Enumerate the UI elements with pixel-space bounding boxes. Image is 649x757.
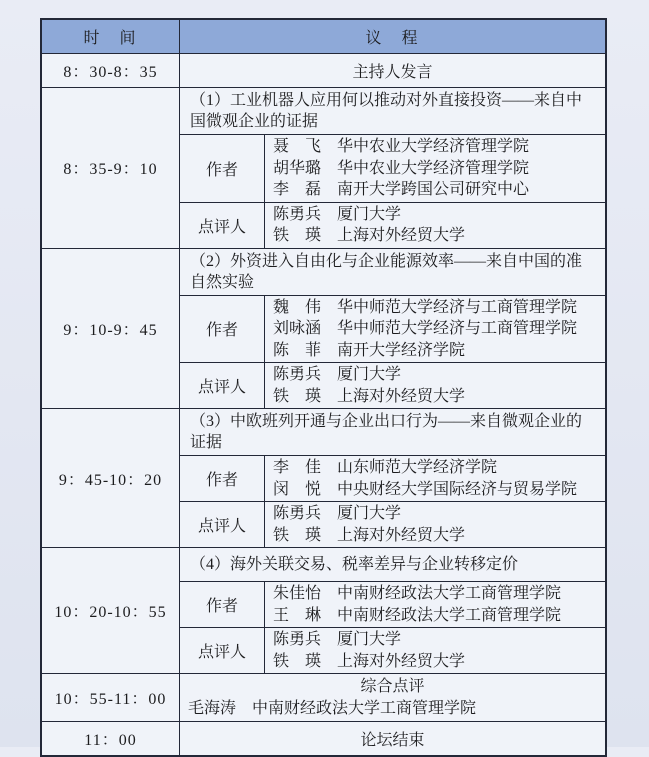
authors-subrow (180, 581, 605, 627)
discussants-subrow (180, 202, 605, 248)
session-title: （2）外资进入自由化与企业能源效率——来自中国的准自然实验 (190, 252, 583, 291)
author-affiliation: 中央财经大学国际经济与贸易学院 (337, 480, 578, 498)
discussants-subrow (180, 501, 605, 547)
session-time: 8：35-9：10 (42, 88, 180, 248)
author-name: 聂 飞 (273, 138, 322, 155)
session-row-4 (42, 547, 605, 673)
discussants-label: 点评人 (180, 502, 265, 547)
page (0, 18, 649, 747)
discussant-line (273, 225, 601, 247)
author-line (273, 583, 601, 605)
session-agenda (180, 249, 605, 409)
author-name: 闵 悦 (273, 480, 322, 498)
discussant-name: 铁 瑛 (273, 526, 322, 544)
opening-time: 8：30-8：35 (42, 54, 180, 87)
discussant-name: 陈勇兵 (273, 505, 322, 522)
closing-speaker-affiliation: 中南财经政法大学工商管理学院 (252, 699, 477, 717)
discussants-label: 点评人 (180, 628, 265, 673)
discussant-affiliation: 厦门大学 (337, 505, 402, 522)
session-title: （1）工业机器人应用何以推动对外直接投资——来自中国微观企业的证据 (190, 92, 583, 130)
authors-list (265, 296, 605, 363)
session-time: 9：45-10：20 (42, 409, 180, 547)
header-time: 时 间 (42, 20, 180, 53)
author-line (273, 340, 601, 362)
author-line (273, 318, 601, 340)
header-row (42, 20, 605, 53)
author-line (273, 605, 601, 627)
author-line (273, 479, 601, 501)
closing-speaker-line (180, 698, 605, 720)
author-affiliation: 南开大学跨国公司研究中心 (337, 181, 530, 198)
authors-list (265, 582, 605, 627)
author-name: 李 佳 (273, 459, 322, 476)
author-affiliation: 华中农业大学经济管理学院 (337, 138, 530, 155)
session-time: 9：10-9：45 (42, 249, 180, 409)
discussant-affiliation: 厦门大学 (337, 366, 402, 383)
session-title: （3）中欧班列开通与企业出口行为——来自微观企业的证据 (190, 413, 583, 451)
author-affiliation: 华中师范大学经济与工商管理学院 (337, 298, 578, 316)
discussant-name: 铁 瑛 (273, 387, 322, 405)
authors-list (265, 456, 605, 501)
discussants-label: 点评人 (180, 203, 265, 248)
authors-label: 作者 (180, 296, 265, 363)
discussants-label: 点评人 (180, 363, 265, 408)
opening-content: 主持人发言 (352, 64, 433, 81)
authors-subrow (180, 134, 605, 202)
discussants-subrow (180, 627, 605, 673)
discussants-list (265, 363, 605, 408)
author-name: 魏 伟 (273, 298, 322, 316)
end-content: 论坛结束 (360, 732, 425, 749)
closing-row (42, 673, 605, 721)
discussant-line (273, 651, 601, 673)
author-line (273, 457, 601, 479)
author-line (273, 179, 601, 201)
closing-content (180, 674, 605, 721)
authors-list (265, 135, 605, 202)
discussant-affiliation: 厦门大学 (337, 631, 402, 648)
discussant-name: 铁 瑛 (273, 227, 322, 244)
author-name: 陈 菲 (273, 341, 322, 359)
session-agenda (180, 409, 605, 547)
discussant-name: 陈勇兵 (273, 205, 322, 223)
author-line (273, 136, 601, 158)
end-row (42, 721, 605, 755)
session-time: 10：20-10：55 (42, 548, 180, 673)
session-row-3 (42, 408, 605, 547)
authors-subrow (180, 295, 605, 363)
authors-label: 作者 (180, 456, 265, 501)
discussant-line (273, 525, 601, 547)
discussant-line (273, 503, 601, 525)
discussants-subrow (180, 362, 605, 408)
author-line (273, 158, 601, 180)
authors-label: 作者 (180, 582, 265, 627)
discussant-line (273, 386, 601, 408)
closing-speaker-name: 毛海涛 (188, 699, 237, 717)
discussants-list (265, 628, 605, 673)
discussant-affiliation: 厦门大学 (337, 205, 402, 223)
end-time: 11：00 (42, 722, 180, 755)
session-title: （4）海外关联交易、税率差异与企业转移定价 (190, 556, 519, 573)
session-agenda (180, 548, 605, 673)
closing-title: 综合点评 (360, 678, 425, 695)
agenda-table (40, 18, 607, 757)
discussants-list (265, 502, 605, 547)
author-affiliation: 南开大学经济学院 (337, 341, 466, 359)
author-affiliation: 中南财经政法大学工商管理学院 (337, 606, 562, 624)
author-name: 朱佳怡 (273, 585, 322, 602)
author-name: 刘咏涵 (273, 320, 322, 337)
discussant-affiliation: 上海对外经贸大学 (337, 227, 466, 244)
author-name: 李 磊 (273, 181, 322, 198)
discussant-name: 陈勇兵 (273, 631, 322, 648)
discussant-affiliation: 上海对外经贸大学 (337, 526, 466, 544)
session-row-1 (42, 87, 605, 248)
authors-subrow (180, 455, 605, 501)
author-name: 胡华璐 (273, 159, 322, 177)
author-affiliation: 华中农业大学经济管理学院 (337, 159, 530, 177)
author-name: 王 琳 (273, 606, 322, 624)
discussant-name: 铁 瑛 (273, 652, 322, 670)
discussant-affiliation: 上海对外经贸大学 (337, 387, 466, 405)
author-line (273, 297, 601, 319)
closing-time: 10：55-11：00 (42, 674, 180, 721)
author-affiliation: 山东师范大学经济学院 (337, 459, 498, 476)
discussant-name: 陈勇兵 (273, 366, 322, 383)
author-affiliation: 华中师范大学经济与工商管理学院 (337, 320, 578, 337)
header-agenda: 议 程 (365, 30, 420, 47)
opening-row (42, 53, 605, 87)
author-affiliation: 中南财经政法大学工商管理学院 (337, 585, 562, 602)
session-agenda (180, 88, 605, 248)
discussant-line (273, 629, 601, 651)
discussant-line (273, 364, 601, 386)
session-row-2 (42, 248, 605, 409)
discussant-line (273, 204, 601, 226)
authors-label: 作者 (180, 135, 265, 202)
discussants-list (265, 203, 605, 248)
discussant-affiliation: 上海对外经贸大学 (337, 652, 466, 670)
